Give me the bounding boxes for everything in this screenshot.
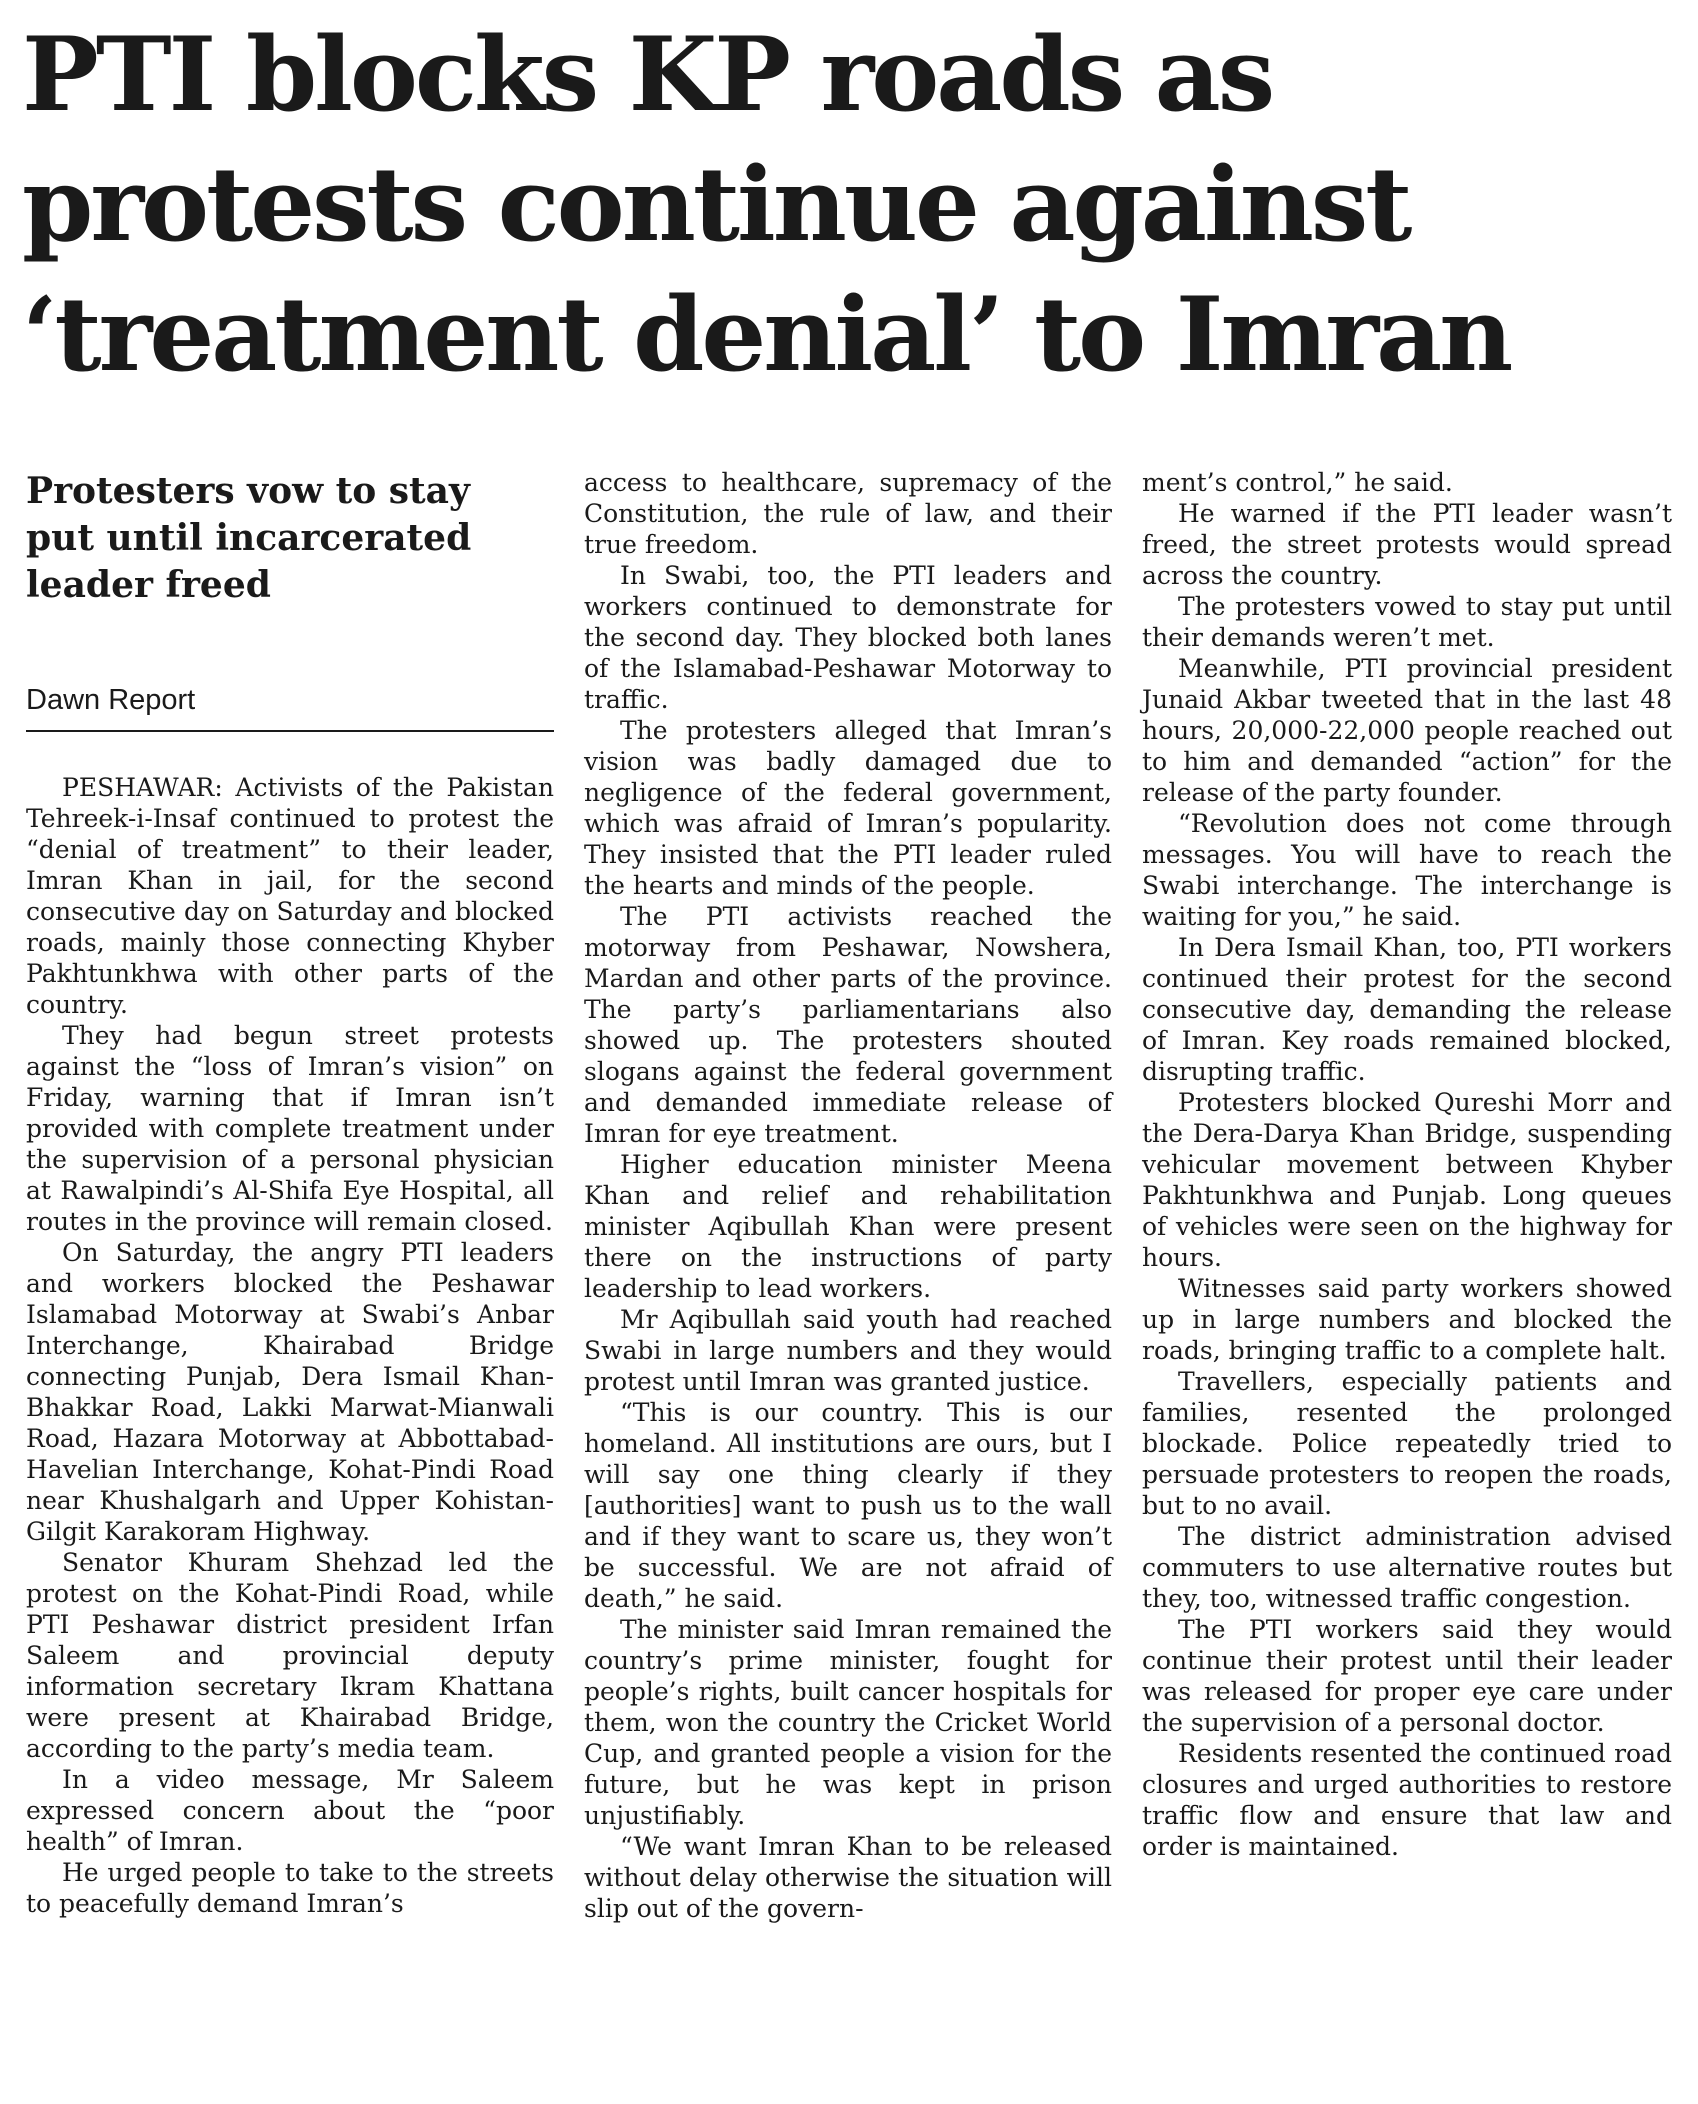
paragraph: Protesters blocked Qureshi Morr and the Dera-Darya Khan Bridge, suspending vehicular movement between Khyber Pakhtunkhwa and Punjab. Long queues of vehicles were seen on the highway for hours.	[1142, 1088, 1672, 1272]
paragraph: ment’s control,” he said.	[1142, 468, 1453, 497]
article-column-1	[26, 772, 554, 1919]
paragraph: Higher education minister Meena Khan and relief and rehabilitation minister Aqibullah Khan were present there on the instructions of party leadership to lead workers.	[584, 1150, 1112, 1303]
headline-line-3: ‘treatment denial’ to Imran	[22, 275, 1511, 395]
paragraph: Travellers, especially patients and families, resented the prolonged blockade. Police repeatedly tried to persuade protesters to reopen the roads, but to no avail.	[1142, 1367, 1672, 1520]
paragraph: They had begun street protests against the “loss of Imran’s vision” on Friday, warning that if Imran isn’t provided with complete treatment under the supervision of a personal physician at Rawalpindi’s Al-Shifa Eye Hospital, all routes in the province will remain closed.	[26, 1021, 554, 1236]
paragraph: In Dera Ismail Khan, too, PTI workers continued their protest for the second consecutive day, demanding the release of Imran. Key roads remained blocked, disrupting traffic.	[1142, 933, 1672, 1086]
paragraph: The district administration advised commuters to use alternative routes but they, too, witnessed traffic congestion.	[1142, 1522, 1672, 1613]
paragraph: Meanwhile, PTI provincial president Junaid Akbar tweeted that in the last 48 hours, 20,000-22,000 people reached out to him and demanded “action” for the release of the party founder.	[1142, 654, 1672, 807]
article-column-3	[1142, 467, 1672, 1862]
paragraph: The PTI activists reached the motorway from Peshawar, Nowshera, Mardan and other parts of the province. The party’s parliamentarians also showed up. The protesters shouted slogans against the federal government and demanded immediate release of Imran for eye treatment.	[584, 902, 1112, 1148]
paragraph: The protesters alleged that Imran’s vision was badly damaged due to negligence of the federal government, which was afraid of Imran’s popularity. They insisted that the PTI leader ruled the hearts and minds of the people.	[584, 716, 1112, 900]
paragraph: In Swabi, too, the PTI leaders and workers continued to demonstrate for the second day. They blocked both lanes of the Islamabad-Peshawar Motorway to traffic.	[584, 561, 1112, 714]
paragraph: Residents resented the continued road closures and urged authorities to restore traffic flow and ensure that law and order is maintained.	[1142, 1739, 1672, 1861]
headline	[22, 10, 1672, 400]
paragraph: On Saturday, the angry PTI leaders and workers blocked the Peshawar Islamabad Motorway at Swabi’s Anbar Interchange, Khairabad Bridge connecting Punjab, Dera Ismail Khan-Bhakkar Road, Lakki Marwat-Mianwali Road, Hazara Motorway at Abbottabad-Havelian Interchange, Kohat-Pindi Road near Khushalgarh and Upper Kohistan-Gilgit Karakoram Highway.	[26, 1238, 554, 1546]
paragraph: In a video message, Mr Saleem expressed concern about the “poor health” of Imran.	[26, 1765, 554, 1856]
paragraph: He warned if the PTI leader wasn’t freed, the street protests would spread across the country.	[1142, 499, 1672, 590]
paragraph: The PTI workers said they would continue their protest until their leader was released for proper eye care under the supervision of a personal doctor.	[1142, 1615, 1672, 1737]
headline-line-2: protests continue against	[22, 145, 1410, 265]
subheadline-line-1: Protesters vow to stay	[26, 470, 470, 512]
paragraph: PESHAWAR: Activists of the Pakistan Tehreek-i-Insaf continued to protest the “denial of treatment” to their leader, Imran Khan in jail, for the second consecutive day on Saturday and blocked roads, mainly those connecting Khyber Pakhtunkhwa with other parts of the country.	[26, 773, 554, 1019]
subheadline-line-2: put until incarcerated	[26, 517, 472, 559]
paragraph: “This is our country. This is our homeland. All institutions are ours, but I will say one thing clearly if they [authorities] want to push us to the wall and if they want to scare us, they won’t be successful. We are not afraid of death,” he said.	[584, 1398, 1112, 1613]
paragraph: “We want Imran Khan to be released without delay otherwise the situation will slip out of the govern-	[584, 1832, 1112, 1923]
subheadline	[26, 468, 546, 609]
paragraph: The minister said Imran remained the country’s prime minister, fought for people’s rights, built cancer hospitals for them, won the country the Cricket World Cup, and granted people a vision for the future, but he was kept in prison unjustifiably.	[584, 1615, 1112, 1830]
paragraph: He urged people to take to the streets to peacefully demand Imran’s	[26, 1858, 554, 1918]
paragraph: access to healthcare, supremacy of the Constitution, the rule of law, and their true freedom.	[584, 468, 1112, 559]
paragraph: Witnesses said party workers showed up in large numbers and blocked the roads, bringing traffic to a complete halt.	[1142, 1274, 1672, 1365]
paragraph: Senator Khuram Shehzad led the protest on the Kohat-Pindi Road, while PTI Peshawar district president Irfan Saleem and provincial deputy information secretary Ikram Khattana were present at Khairabad Bridge, according to the party’s media team.	[26, 1548, 554, 1763]
article-column-2	[584, 467, 1112, 1924]
subheadline-line-3: leader freed	[26, 564, 271, 606]
byline: Dawn Report	[26, 682, 554, 732]
headline-line-1: PTI blocks KP roads as	[22, 15, 1273, 135]
paragraph: “Revolution does not come through messages. You will have to reach the Swabi interchange. The interchange is waiting for you,” he said.	[1142, 809, 1672, 931]
paragraph: The protesters vowed to stay put until their demands weren’t met.	[1142, 592, 1672, 652]
paragraph: Mr Aqibullah said youth had reached Swabi in large numbers and they would protest until Imran was granted justice.	[584, 1305, 1112, 1396]
